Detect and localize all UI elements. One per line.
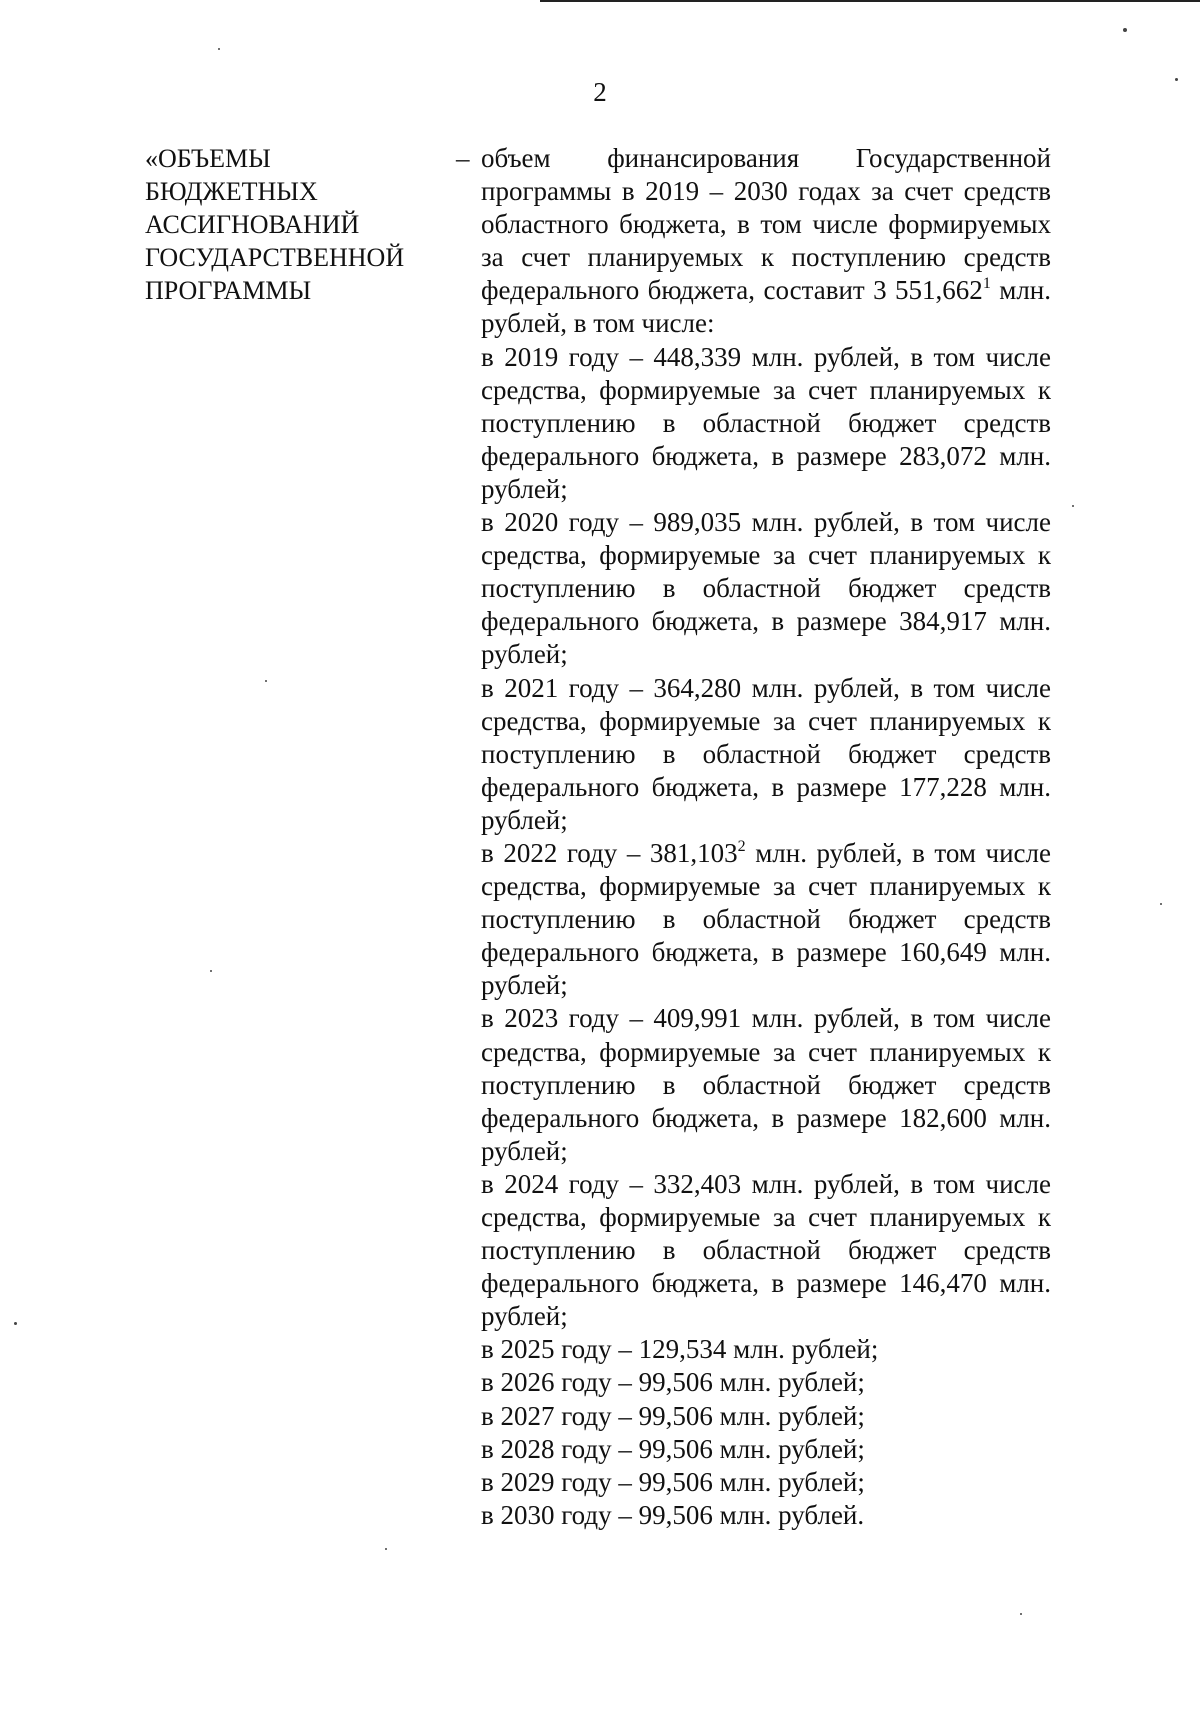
year-prefix: в 2023 году – 409,991 xyxy=(481,1003,742,1034)
year-text: млн. рублей, в том числе средства, формируемые за счет планируемых к поступлению в областной бюджет средств федерального бюджета, в размере 146,470 млн. рублей; xyxy=(481,1168,1051,1332)
scan-speck xyxy=(210,970,212,972)
scan-speck xyxy=(1160,903,1162,905)
year-text: млн. рублей, в том числе средства, формируемые за счет планируемых к поступлению в областной бюджет средств федерального бюджета, в размере 160,649 млн. рублей; xyxy=(481,837,1051,1001)
heading-line: АССИГНОВАНИЙ xyxy=(145,210,360,239)
intro-text: объем финансирования Государственной программы в 2019 – 2030 годах за счет средств областного бюджета, в том числе формируемых за счет планируемых к поступлению средств федерального бюджета, составит 3 551,662 xyxy=(481,143,1051,306)
scan-speck xyxy=(1123,28,1127,32)
year-prefix: в 2019 году – 448,339 xyxy=(481,341,742,372)
year-text: млн. рублей, в том числе средства, формируемые за счет планируемых к поступлению в областной бюджет средств федерального бюджета, в размере 283,072 млн. рублей; xyxy=(481,341,1051,504)
year-line: в 2028 году – 99,506 млн. рублей; xyxy=(481,1433,865,1464)
heading-line: ГОСУДАРСТВЕННОЙ xyxy=(145,243,405,272)
scan-speck xyxy=(218,48,220,50)
year-prefix: в 2022 году – 381,103 xyxy=(481,837,738,868)
scan-speck xyxy=(265,680,267,682)
scan-speck xyxy=(1072,505,1074,507)
year-paragraph xyxy=(481,837,1051,1002)
financing-text xyxy=(481,142,1051,1532)
list-dash: – xyxy=(456,143,470,173)
page-number: 2 xyxy=(593,77,607,107)
year-line: в 2026 году – 99,506 млн. рублей; xyxy=(481,1367,865,1398)
scan-edge-line xyxy=(540,0,1200,2)
year-prefix: в 2020 году – 989,035 xyxy=(481,507,742,538)
footnote-mark: 1 xyxy=(982,275,991,293)
year-prefix: в 2021 году – 364,280 xyxy=(481,672,742,703)
footnote-mark: 2 xyxy=(737,837,746,855)
year-paragraph xyxy=(481,672,1051,837)
year-line: в 2030 году – 99,506 млн. рублей. xyxy=(481,1499,865,1530)
year-paragraph xyxy=(481,1168,1051,1333)
scan-speck xyxy=(385,1548,387,1550)
year-text: млн. рублей, в том числе средства, формируемые за счет планируемых к поступлению в областной бюджет средств федерального бюджета, в размере 384,917 млн. рублей; xyxy=(481,507,1051,670)
scan-speck xyxy=(1175,78,1178,81)
heading-line: «ОБЪЕМЫ xyxy=(145,144,271,173)
year-prefix: в 2024 году – 332,403 xyxy=(481,1168,742,1199)
intro-paragraph xyxy=(481,142,1051,341)
year-text: млн. рублей, в том числе средства, формируемые за счет планируемых к поступлению в областной бюджет средств федерального бюджета, в размере 182,600 млн. рублей; xyxy=(481,1003,1051,1166)
year-text: млн. рублей, в том числе средства, формируемые за счет планируемых к поступлению в областной бюджет средств федерального бюджета, в размере 177,228 млн. рублей; xyxy=(481,672,1051,835)
year-line: в 2027 году – 99,506 млн. рублей; xyxy=(481,1400,865,1431)
intro-tail: млн. рублей, в том числе: xyxy=(481,275,1051,339)
year-paragraph xyxy=(481,1002,1051,1167)
year-line: в 2029 году – 99,506 млн. рублей; xyxy=(481,1466,865,1497)
heading-line: ПРОГРАММЫ xyxy=(145,276,312,305)
section-heading xyxy=(145,142,445,307)
scan-speck xyxy=(1020,1613,1022,1615)
year-line: в 2025 году – 129,534 млн. рублей; xyxy=(481,1334,879,1365)
heading-line: БЮДЖЕТНЫХ xyxy=(145,177,318,206)
year-paragraph xyxy=(481,506,1051,671)
year-paragraph xyxy=(481,341,1051,506)
scan-speck xyxy=(14,1322,17,1325)
